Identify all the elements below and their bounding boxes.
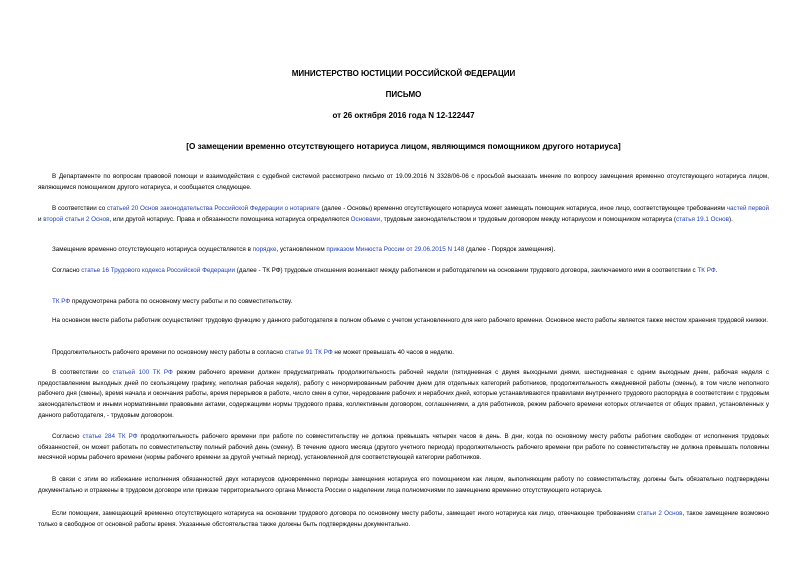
- paragraph-10: [38, 475, 769, 496]
- paragraph-text: .: [715, 267, 718, 274]
- paragraph-text: Согласно: [52, 267, 82, 274]
- paragraph-text: ).: [729, 215, 733, 223]
- paragraph-text: (далее - ТК РФ) трудовые отношения возникают между работником и работодателем на основании трудового договора, заключаемого ими в соответствии с: [235, 267, 698, 274]
- paragraph-6: [38, 316, 769, 327]
- paragraph-5: [38, 297, 769, 308]
- paragraph-text: продолжительность рабочего времени при работе по совместительству не должна превышать четырех часов в день. В дни, когда по основному месту работы работник свободен от исполнения трудовых обязанностей, он может работать по совместительству полный рабочий день (смену). В течение одного месяца (другого учетного периода) продолжительность рабочего времени при работе по совместительству не должна превышать половины месячной нормы рабочего времени (нормы рабочего времени за другой учетный период), установленной для соответствующей категории работников.: [38, 433, 769, 462]
- reference-link[interactable]: статьи 2 Основ: [637, 510, 683, 517]
- reference-link[interactable]: статье 16 Трудового кодекса Российской Федерации: [81, 267, 236, 274]
- paragraph-text: (далее - Основы) временно отсутствующего нотариуса может замещать помощник нотариуса, иное лицо, соответствующее требованиям: [319, 205, 727, 212]
- doc-type-heading: ПИСЬМО: [385, 90, 422, 99]
- ministry-heading: МИНИСТЕРСТВО ЮСТИЦИИ РОССИЙСКОЙ ФЕДЕРАЦИИ: [291, 69, 516, 78]
- paragraph-text: На основном месте работы работник осуществляет трудовую функцию у данного работодателя в полном объеме с учетом установленного для него рабочего времени. Основное место работы является также местом хранения трудовой книжки.: [52, 317, 769, 324]
- paragraph-text: Продолжительность рабочего времени по основному месту работы в согласно: [52, 349, 285, 356]
- paragraph-text: В соответствии со: [52, 369, 113, 376]
- paragraph-text: , трудовым законодательством и трудовым договором между нотариусом и помощником нотариуса (: [380, 215, 676, 223]
- paragraph-text: В соответствии со: [52, 205, 107, 212]
- reference-link[interactable]: статье 91 ТК РФ: [284, 349, 333, 356]
- paragraph-text: В связи с этим во избежание исполнения обязанностей двух нотариусов одновременно периоды замещения нотариуса его помощником как лицом, выполняющим работу по совместительству, должны быть обязательно подтверждены документально и отражены в трудовом договоре или приказе территориального органа Минюста России о наделении лица полномочиями по замещению временно отсутствующего нотариуса.: [38, 476, 769, 494]
- paragraph-text: Если помощник, замещающий временно отсутствующего нотариуса на основании трудового договора по основному месту работы, замещает иного нотариуса как лицо, отвечающее требованиям: [52, 510, 638, 517]
- paragraph-text: , установленном: [276, 246, 327, 253]
- paragraph-text: Замещение временно отсутствующего нотариуса осуществляется в: [52, 246, 253, 253]
- paragraph-8: [38, 368, 769, 422]
- reference-link[interactable]: ТК РФ: [697, 267, 716, 274]
- paragraph-3: [38, 245, 769, 256]
- paragraph-text: В Департаменте по вопросам правовой помощи и взаимодействия с судебной системой рассмотрено письмо от 19.09.2016 N 3328/06-06 с просьбой высказать мнение по вопросу замещения временно отсутствующего нотариуса лицом, являющимся помощником другого нотариуса, и сообщается следующее.: [38, 173, 769, 191]
- reference-link[interactable]: Основами: [350, 215, 381, 223]
- paragraph-text: не может превышать 40 часов в неделю.: [332, 349, 455, 356]
- paragraph-1: [38, 172, 769, 193]
- reference-link[interactable]: статьей 100 ТК РФ: [112, 369, 173, 376]
- paragraph-text: режим рабочего времени должен предусматривать продолжительность рабочей недели (пятидневная с двумя выходными днями, шестидневная с одним выходным днем, рабочая неделя с предоставлением выходных дней по скользящему графику, неполная рабочая неделя), работу с ненормированным рабочим днем для отдельных категорий работников, продолжительность ежедневной работы (смены), в том числе неполного рабочего дня (смены), время начала и окончания работы, время перерывов в работе, число смен в сутки, чередование рабочих и нерабочих дней, которые устанавливаются правилами внутреннего трудового распорядка в соответствии с трудовым законодательством и иными нормативными правовыми актами, содержащими нормы трудового права, коллективным договором, соглашениями, а для работников, режим рабочего времени которых отличается от общих правил, установленных у данного работодателя, - трудовым договором.: [38, 369, 770, 419]
- paragraph-text: , или другой нотариус. Права и обязанности помощника нотариуса определяются: [109, 215, 351, 223]
- reference-link[interactable]: порядке: [252, 246, 277, 253]
- paragraph-2: [38, 204, 769, 225]
- paragraph-text: (далее - Порядок замещения).: [464, 246, 556, 253]
- paragraph-4: [38, 266, 769, 277]
- subject-heading: [О замещении временно отсутствующего нотариуса лицом, являющимся помощником другого нотариуса]: [186, 142, 621, 151]
- reference-link[interactable]: приказом Минюста России от 29.06.2015 N 148: [326, 246, 465, 253]
- paragraph-text: предусмотрена работа по основному месту работы и по совместительству.: [70, 298, 293, 305]
- paragraph-text: , такое замещение возможно только в свободное от основной работы время. Указанные обстоятельства также должны быть подтверждены документально.: [38, 510, 769, 528]
- reference-link[interactable]: частей первой: [726, 205, 769, 212]
- paragraph-9: [38, 432, 769, 464]
- paragraph-11: [38, 509, 769, 530]
- reference-link[interactable]: статья 19.1 Основ: [675, 215, 730, 223]
- reference-link[interactable]: статье 284 ТК РФ: [82, 433, 138, 440]
- reference-link[interactable]: второй статьи 2 Основ: [43, 215, 110, 223]
- paragraph-7: [38, 348, 769, 359]
- paragraph-text: и: [38, 215, 44, 223]
- reference-link[interactable]: статьей 20 Основ законодательства Российской Федерации о нотариате: [106, 205, 320, 212]
- reference-link[interactable]: ТК РФ: [52, 298, 71, 305]
- paragraph-text: Согласно: [52, 433, 83, 440]
- date-number-heading: от 26 октября 2016 года N 12-122447: [332, 111, 475, 120]
